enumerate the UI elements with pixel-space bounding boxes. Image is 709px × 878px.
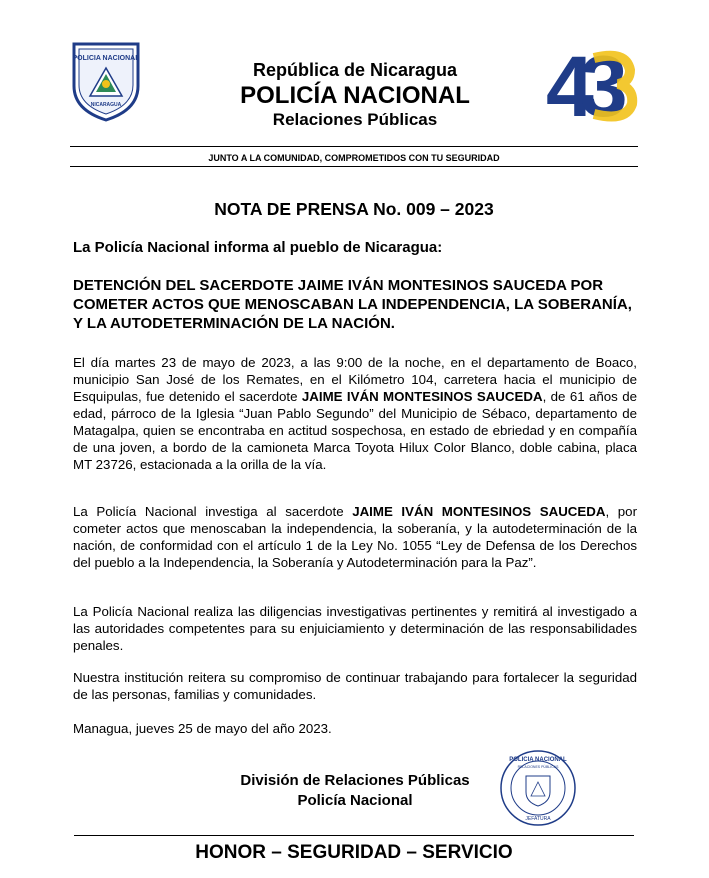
press-release-title: NOTA DE PRENSA No. 009 – 2023 bbox=[214, 199, 494, 219]
signature-institution: Policía Nacional bbox=[297, 792, 413, 809]
signature-division: División de Relaciones Públicas bbox=[240, 772, 470, 789]
badge-text-top: POLICIA NACIONAL bbox=[72, 55, 140, 62]
seal-text-top: POLICIA NACIONAL bbox=[509, 757, 567, 763]
paragraph-4: Nuestra institución reitera su compromiso de continuar trabajando para fortalecer la seguridad de las personas, familias y comunidades. bbox=[73, 670, 637, 702]
seal-text-bottom: JEFATURA bbox=[525, 816, 551, 822]
anniversary-number: 43 bbox=[546, 40, 614, 126]
institutional-motto: JUNTO A LA COMUNIDAD, COMPROMETIDOS CON TU SEGURIDAD bbox=[208, 153, 500, 163]
paragraph-1 bbox=[73, 354, 637, 473]
footer-rule bbox=[74, 835, 634, 836]
footer-motto: HONOR – SEGURIDAD – SERVICIO bbox=[195, 842, 513, 863]
police-badge-logo bbox=[70, 40, 142, 122]
paragraph-2-name: JAIME IVÁN MONTESINOS SAUCEDA bbox=[352, 504, 606, 519]
header-department: Relaciones Públicas bbox=[272, 110, 438, 129]
anniversary-43-logo bbox=[544, 40, 640, 126]
date-line: Managua, jueves 25 de mayo del año 2023. bbox=[73, 721, 332, 736]
headline: DETENCIÓN DEL SACERDOTE JAIME IVÁN MONTESINOS SAUCEDA POR COMETER ACTOS QUE MENOSCABAN LA INDEPENDENCIA, LA SOBERANÍA, Y LA AUTODETERMINACIÓN DE LA NACIÓN. bbox=[73, 277, 632, 332]
paragraph-1-text-b: , de 61 años de edad, párroco de la Iglesia “Juan Pablo Segundo” del Municipio de Sébaco, departamento de Matagalpa, quien se encontraba en actitud sospechosa, en estado de ebriedad y en compañía de una joven, a bordo de la camioneta Marca Toyota Hilux Color Blanco, doble cabina, placa MT 23726, estacionada a la orilla de la vía. bbox=[73, 389, 637, 472]
official-seal bbox=[498, 748, 578, 828]
paragraph-2 bbox=[73, 503, 637, 571]
paragraph-1-name: JAIME IVÁN MONTESINOS SAUCEDA bbox=[301, 389, 543, 404]
header-rule-top bbox=[70, 146, 638, 147]
badge-text-bottom: NICARAGUA bbox=[90, 102, 122, 108]
paragraph-2-text-a: La Policía Nacional investiga al sacerdote bbox=[73, 504, 353, 519]
paragraph-2-text-b: , por cometer actos que menoscaban la independencia, la soberanía, y la autodeterminación de la nación, de conformidad con el artículo 1 de la Ley No. 1055 “Ley de Defensa de los Derechos del pueblo a la Independencia, la Soberanía y Autodeterminación para la Paz”. bbox=[73, 504, 637, 570]
seal-text-sub: RELACIONES PÚBLICAS bbox=[517, 765, 559, 769]
header-country: República de Nicaragua bbox=[252, 60, 458, 80]
header-institution: POLICÍA NACIONAL bbox=[240, 82, 470, 109]
paragraph-1-text-a: El día martes 23 de mayo de 2023, a las 9:00 de la noche, en el departamento de Boaco, municipio San José de los Remates, en el Kilómetro 104, carretera hacia el municipio de Esquipulas, fue detenido el sacerdote bbox=[73, 355, 637, 404]
paragraph-3: La Policía Nacional realiza las diligencias investigativas pertinentes y remitirá al investigado a las autoridades competentes para su enjuiciamiento y determinación de las responsabilidades penales. bbox=[73, 604, 637, 653]
intro-line: La Policía Nacional informa al pueblo de Nicaragua: bbox=[73, 239, 443, 256]
header-rule-bottom bbox=[70, 166, 638, 167]
